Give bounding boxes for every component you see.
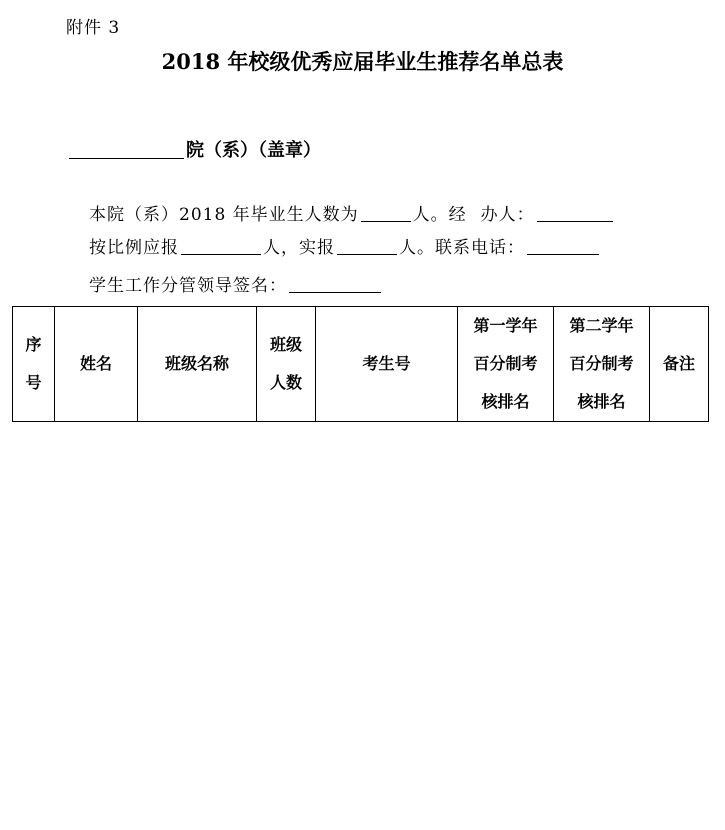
page-title: 2018 年校级优秀应届毕业生推荐名单总表 <box>161 49 564 74</box>
attachment-label: 附件 3 <box>66 18 121 38</box>
quota-expected-blank[interactable] <box>181 253 261 255</box>
graduate-count-unit: 人。经 <box>412 205 467 225</box>
department-label: 院（系）（盖章） <box>186 140 321 161</box>
signature-blank[interactable] <box>289 291 381 293</box>
header-exam-number: 考生号 <box>316 307 458 422</box>
handler-label: 办人： <box>480 205 535 225</box>
table-header-row <box>13 307 709 422</box>
graduate-count-blank[interactable] <box>361 220 411 222</box>
phone-blank[interactable] <box>527 253 599 255</box>
signature-label: 学生工作分管领导签名： <box>89 276 287 296</box>
header-remarks: 备注 <box>650 307 709 422</box>
recommendation-table <box>12 306 709 422</box>
header-name: 姓名 <box>55 307 138 422</box>
quota-actual-label: 人，实报 <box>263 238 335 258</box>
signature-line <box>89 271 383 296</box>
department-seal-line <box>67 136 321 162</box>
quota-line <box>89 233 601 258</box>
department-blank[interactable] <box>69 157 184 159</box>
handler-blank[interactable] <box>537 220 613 222</box>
header-year2-rank: 第二学年 百分制考 核排名 <box>554 307 650 422</box>
header-seq: 序 号 <box>13 307 55 422</box>
header-year1-rank: 第一学年 百分制考 核排名 <box>458 307 554 422</box>
graduate-count-line <box>89 200 615 225</box>
header-class-size: 班级 人数 <box>257 307 316 422</box>
header-class-name: 班级名称 <box>138 307 257 422</box>
phone-label: 人。联系电话： <box>399 238 525 258</box>
graduate-count-prefix: 本院（系）2018 年毕业生人数为 <box>89 205 359 225</box>
quota-actual-blank[interactable] <box>337 253 397 255</box>
quota-prefix: 按比例应报 <box>89 238 179 258</box>
